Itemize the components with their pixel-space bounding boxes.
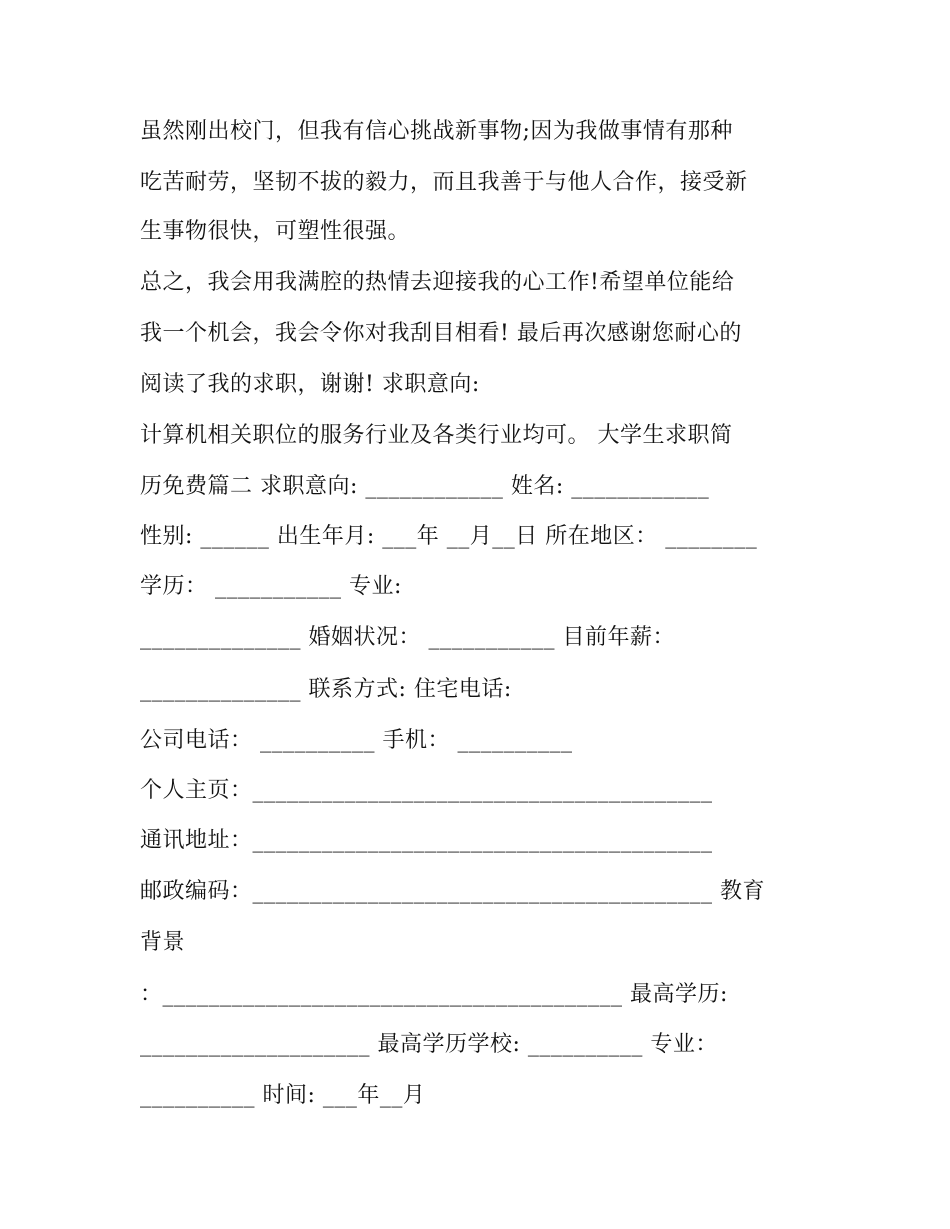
- text-line: 性别: ______ 出生年月: ___年 __月__日 所在地区： ________: [140, 524, 758, 549]
- text-line: ______________ 联系方式: 住宅电话:: [140, 677, 512, 702]
- text-line: ____________________ 最高学历学校: __________ 专业：: [140, 1032, 718, 1057]
- text-line: 虽然刚出校门，但我有信心挑战新事物;因为我做事情有那种: [140, 119, 733, 144]
- text-line: 学历： ___________ 专业:: [140, 574, 402, 599]
- text-line: 历免费篇二 求职意向: ____________ 姓名: ____________: [140, 474, 710, 499]
- text-line: ______________ 婚姻状况： ___________ 目前年薪：: [140, 625, 675, 650]
- text-line: 吃苦耐劳，坚韧不拔的毅力，而且我善于与他人合作，接受新: [140, 170, 748, 195]
- text-line: 我一个机会，我会令你对我刮目相看! 最后再次感谢您耐心的: [140, 321, 742, 346]
- text-line: 阅读了我的求职，谢谢! 求职意向:: [140, 372, 480, 397]
- text-line: 背景: [140, 930, 186, 955]
- text-line: __________ 时间: ___年__月: [140, 1083, 426, 1108]
- text-line: 通讯地址：________________________________________: [140, 828, 713, 853]
- text-line: 公司电话： __________ 手机： __________: [140, 728, 573, 753]
- text-line: 计算机相关职位的服务行业及各类行业均可。 大学生求职简: [140, 423, 733, 448]
- text-line: 邮政编码：________________________________________ 教育: [140, 879, 765, 904]
- text-line: 个人主页：________________________________________: [140, 778, 713, 803]
- text-line: 生事物很快，可塑性很强。: [140, 219, 411, 244]
- text-line: 总之，我会用我满腔的热情去迎接我的心工作!希望单位能给: [140, 270, 735, 295]
- text-line: ：________________________________________ 最高学历:: [140, 982, 728, 1007]
